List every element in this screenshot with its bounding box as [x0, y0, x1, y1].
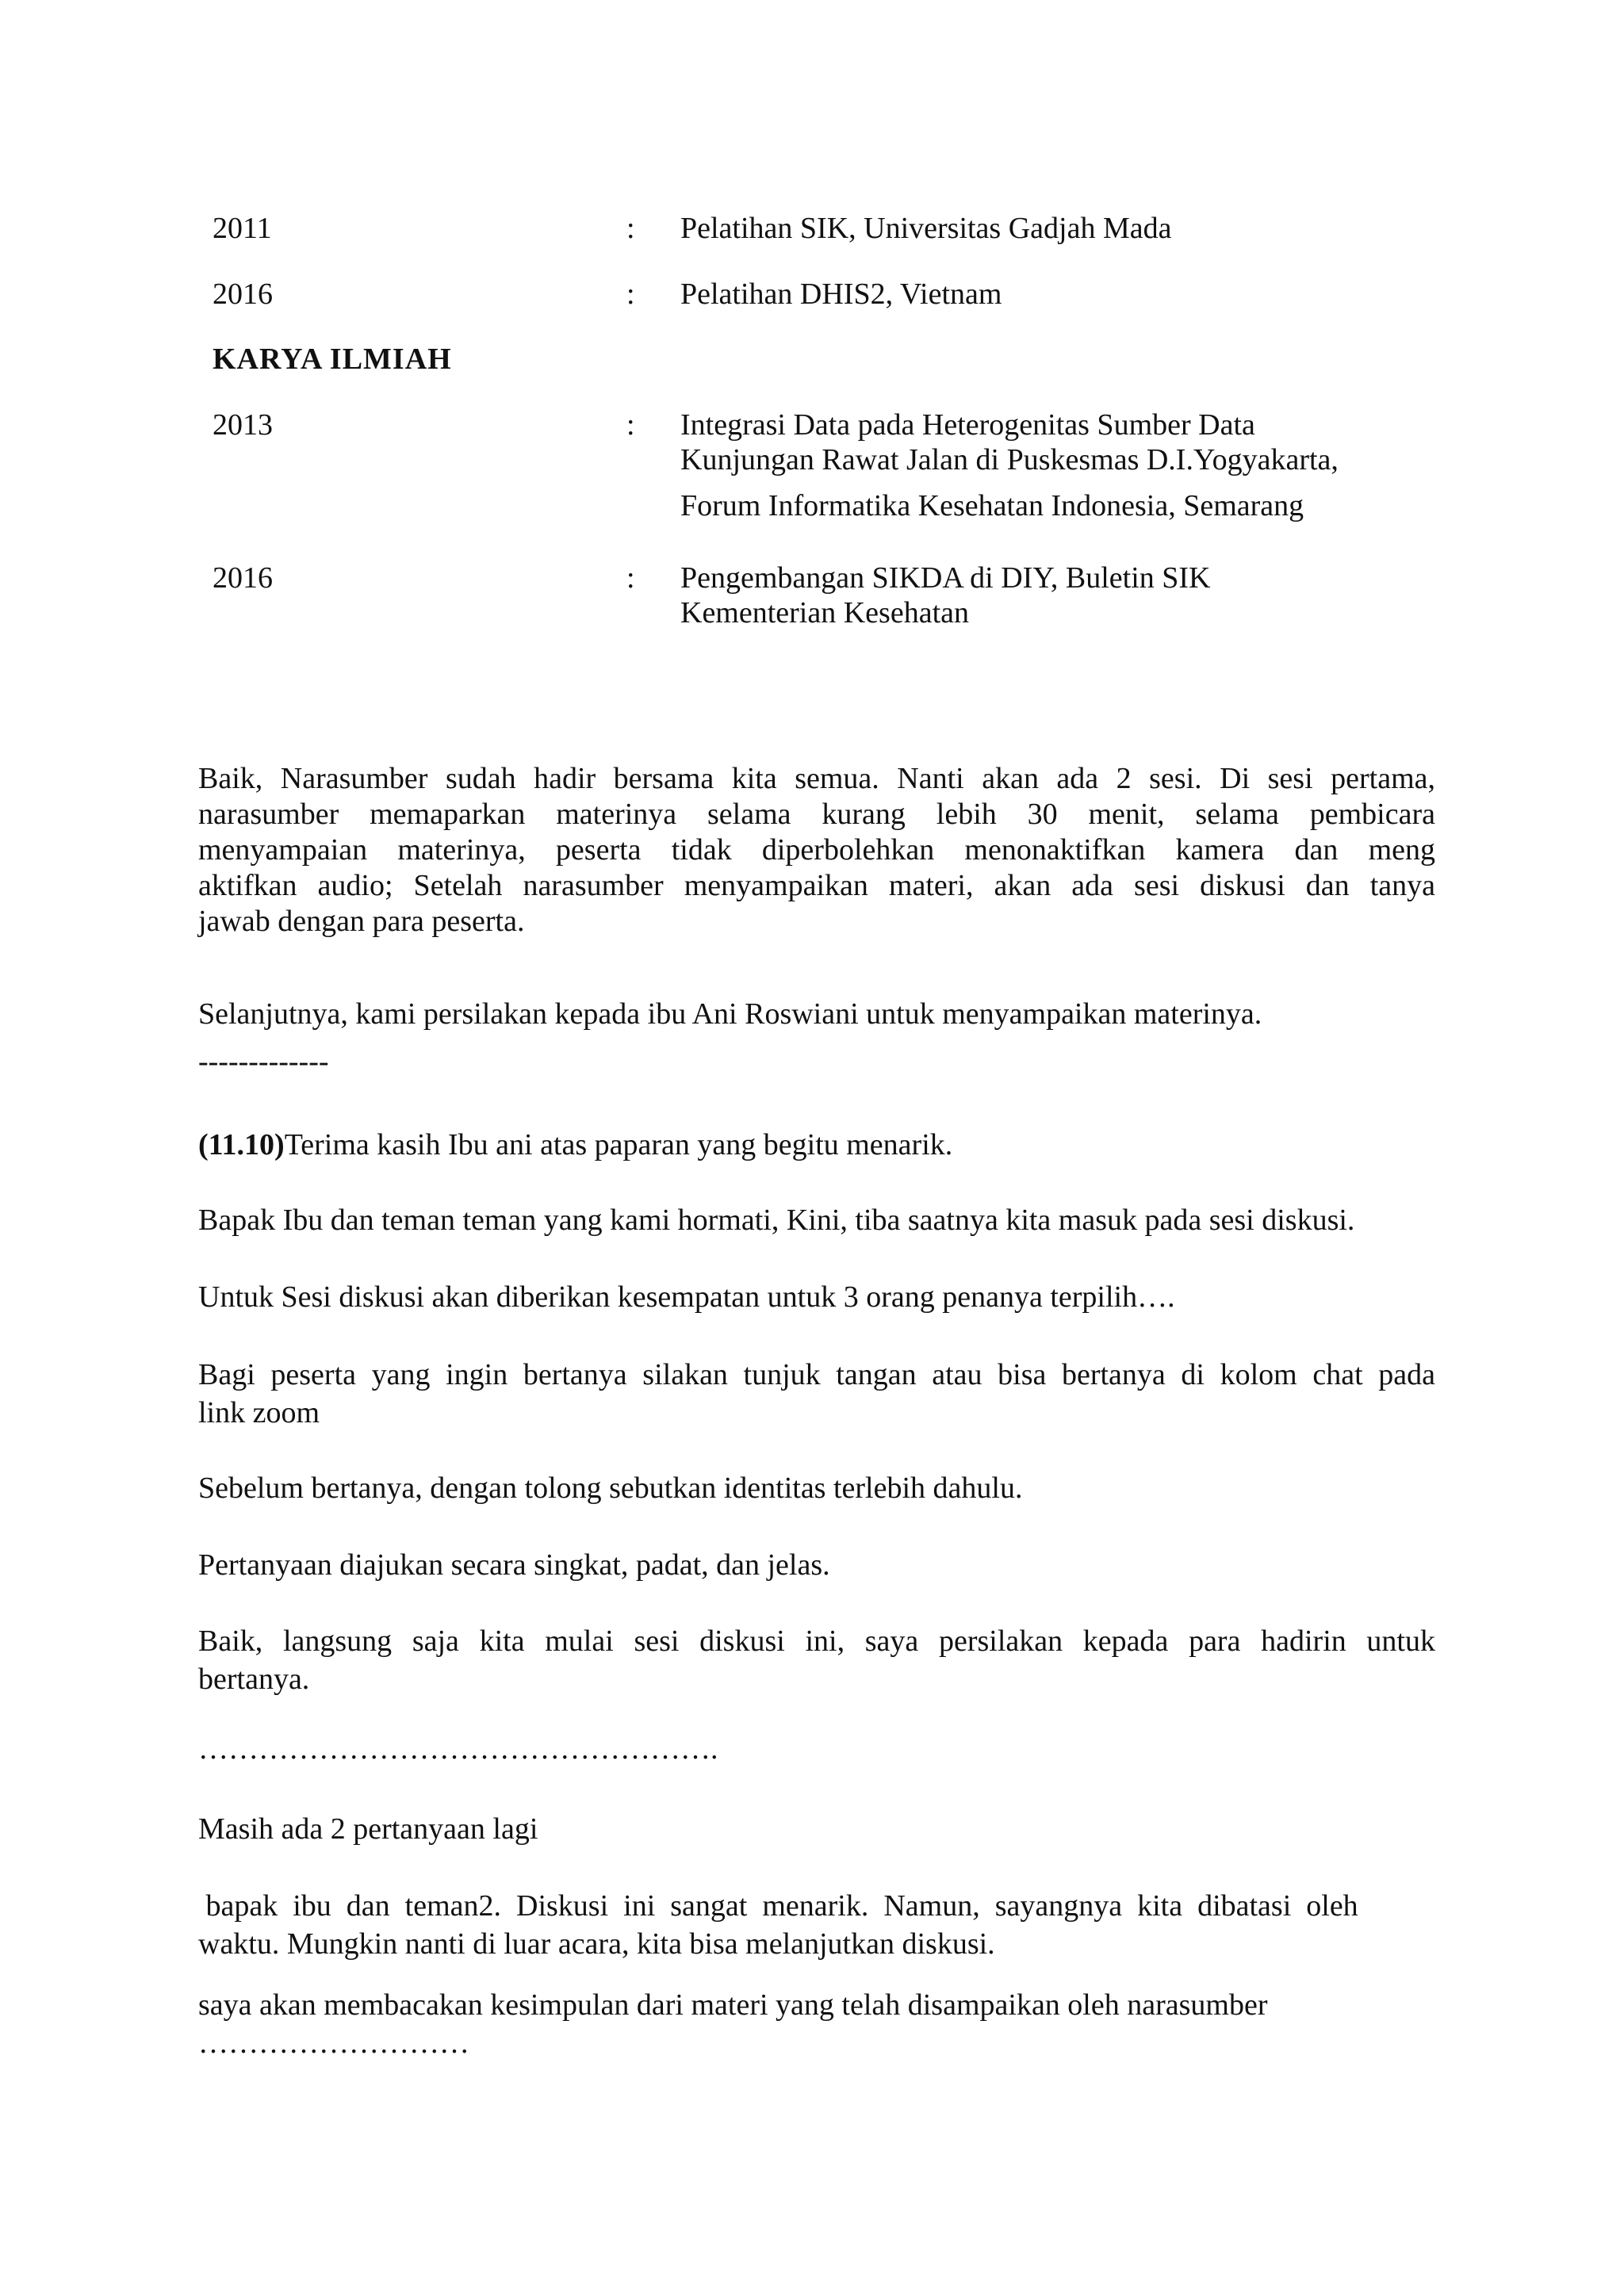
paragraph-line: waktu. Mungkin nanti di luar acara, kita bisa melanjutkan diskusi. — [198, 1927, 995, 1961]
closing-discussion-paragraph — [198, 1887, 1372, 1963]
thanks-text: Terima kasih Ibu ani atas paparan yang begitu menarik. — [284, 1128, 953, 1161]
entry-description — [680, 559, 1394, 632]
paragraph-line: Baik, Narasumber sudah hadir bersama kita semua. Nanti akan ada 2 sesi. Di sesi pertama, — [198, 762, 1435, 795]
entry-year: 2016 — [213, 561, 273, 595]
entry-description — [680, 209, 1394, 247]
identity-paragraph: Sebelum bertanya, dengan tolong sebutkan identitas terlebih dahulu. — [198, 1471, 1023, 1505]
entry-year: 2013 — [213, 408, 273, 442]
entry-colon: : — [626, 408, 635, 442]
entry-year: 2016 — [213, 277, 273, 311]
entry-colon: : — [626, 277, 635, 311]
introduction-paragraph: Selanjutnya, kami persilakan kepada ibu Ani Roswiani untuk menyampaikan materinya. — [198, 997, 1262, 1031]
ellipsis-separator: ……………………… — [198, 2026, 469, 2060]
start-discussion-paragraph — [198, 1622, 1435, 1698]
entry-description — [680, 406, 1394, 525]
separator-dashes: ------------- — [198, 1045, 329, 1078]
paragraph-line: jawab dengan para peserta. — [198, 905, 525, 938]
conclusion-paragraph: saya akan membacakan kesimpulan dari materi yang telah disampaikan oleh narasumber — [198, 1988, 1268, 2022]
entry-colon: : — [626, 561, 635, 595]
entry-colon: : — [626, 212, 635, 245]
entry-description-line: Pengembangan SIKDA di DIY, Buletin SIK — [680, 561, 1211, 595]
timestamp: (11.10) — [198, 1128, 285, 1161]
paragraph-line: Bagi peserta yang ingin bertanya silakan tunjuk tangan atau bisa bertanya di kolom chat pada — [198, 1358, 1435, 1391]
ellipsis-separator: ……………………………………………. — [198, 1732, 718, 1766]
discussion-intro-paragraph: Bapak Ibu dan teman teman yang kami hormati, Kini, tiba saatnya kita masuk pada sesi diskusi. — [198, 1203, 1355, 1237]
entry-description-line: Forum Informatika Kesehatan Indonesia, Semarang — [680, 489, 1304, 522]
section-heading: KARYA ILMIAH — [213, 342, 452, 376]
paragraph-line: link zoom — [198, 1396, 320, 1429]
entry-description-line: Kementerian Kesehatan — [680, 596, 969, 629]
entry-description-line: Integrasi Data pada Heterogenitas Sumber Data — [680, 408, 1255, 442]
remaining-questions-paragraph: Masih ada 2 pertanyaan lagi — [198, 1812, 538, 1846]
entry-description-line: Pelatihan DHIS2, Vietnam — [680, 277, 1002, 311]
paragraph-line: bapak ibu dan teman2. Diskusi ini sangat menarik. Namun, sayangnya kita dibatasi oleh — [198, 1889, 1358, 1923]
paragraph-line: aktifkan audio; Setelah narasumber menyampaikan materi, akan ada sesi diskusi dan tanya — [198, 869, 1435, 902]
entry-description — [680, 275, 1394, 313]
question-instructions-paragraph — [198, 1356, 1435, 1432]
entry-description-line: Kunjungan Rawat Jalan di Puskesmas D.I.Yogyakarta, — [680, 443, 1339, 476]
paragraph-line: bertanya. — [198, 1663, 310, 1696]
paragraph-line: menyampaian materinya, peserta tidak diperbolehkan menonaktifkan kamera dan meng — [198, 833, 1435, 867]
question-style-paragraph: Pertanyaan diajukan secara singkat, padat, dan jelas. — [198, 1548, 830, 1582]
paragraph-line: Baik, langsung saja kita mulai sesi diskusi ini, saya persilakan kepada para hadirin untuk — [198, 1624, 1435, 1658]
thanks-paragraph — [198, 1126, 1435, 1164]
discussion-rule-paragraph: Untuk Sesi diskusi akan diberikan kesempatan untuk 3 orang penanya terpilih…. — [198, 1280, 1175, 1314]
opening-paragraph — [198, 761, 1435, 939]
entry-description-line: Pelatihan SIK, Universitas Gadjah Mada — [680, 212, 1172, 245]
entry-year: 2011 — [213, 212, 272, 245]
paragraph-line: narasumber memaparkan materinya selama kurang lebih 30 menit, selama pembicara — [198, 798, 1435, 831]
